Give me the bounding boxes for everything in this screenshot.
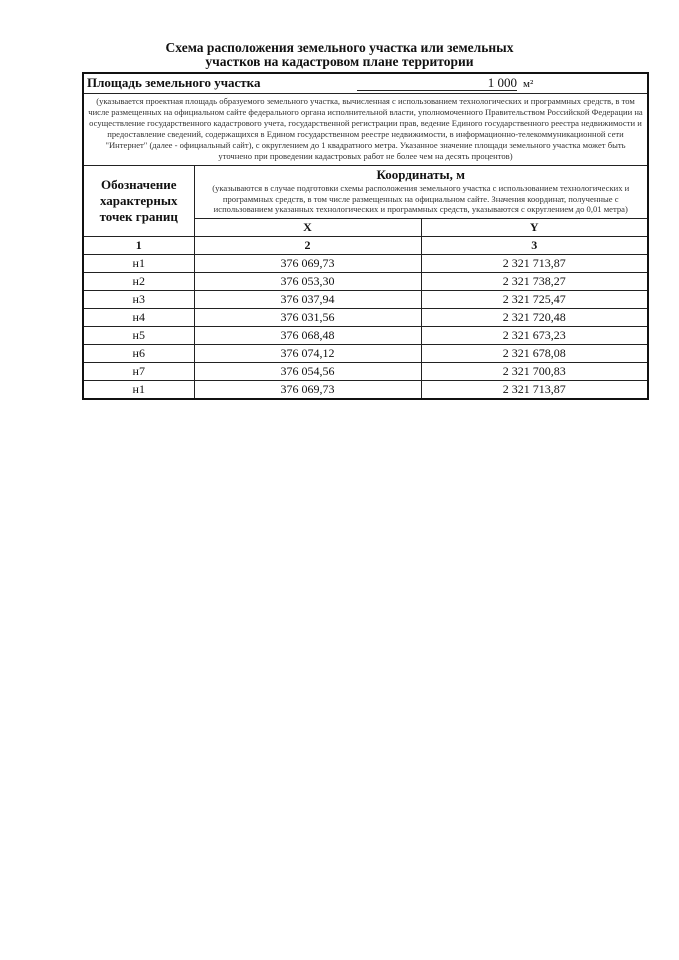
cell-point: н1	[83, 254, 194, 272]
cell-point: н7	[83, 362, 194, 380]
cell-y: 2 321 673,23	[421, 326, 648, 344]
cell-y: 2 321 725,47	[421, 290, 648, 308]
cell-point: н3	[83, 290, 194, 308]
cell-x: 376 069,73	[194, 254, 421, 272]
document-title-line2: участков на кадастровом плане территории	[205, 54, 474, 69]
cell-x: 376 053,30	[194, 272, 421, 290]
cell-x: 376 054,56	[194, 362, 421, 380]
area-note: (указывается проектная площадь образуемого земельного участка, вычисленная с использованием технологических и программных средств, в том числе размещенных на официальном сайте федерального органа исполнительной власти, уполномоченного Правительством Российской Федерации на осуществление государственного кадастрового учета, государственной регистрации прав, ведение Единого государственного реестра недвижимости и предоставление сведений, содержащихся в Едином государственном реестре недвижимости, в информационно-телекоммуникационной сети "Интернет" (далее - официальный сайт), с округлением до 1 квадратного метра. Указанное значение площади земельного участка может быть уточнено при проведении кадастровых работ не более чем на десять процентов)	[83, 94, 648, 166]
area-unit: м²	[523, 78, 534, 90]
area-value: 1 000	[357, 76, 517, 91]
cell-y: 2 321 738,27	[421, 272, 648, 290]
document-title-line1: Схема расположения земельного участка или земельных	[165, 40, 514, 55]
cell-x: 376 074,12	[194, 344, 421, 362]
cell-y: 2 321 713,87	[421, 254, 648, 272]
area-cell	[83, 73, 648, 94]
coordinates-header: Координаты, м	[376, 167, 465, 182]
cell-x: 376 068,48	[194, 326, 421, 344]
table-row	[83, 380, 648, 399]
cell-y: 2 321 720,48	[421, 308, 648, 326]
coordinates-header-cell	[194, 166, 648, 219]
cell-y: 2 321 700,83	[421, 362, 648, 380]
table-row	[83, 344, 648, 362]
table-row	[83, 254, 648, 272]
table-row	[83, 290, 648, 308]
table-row	[83, 308, 648, 326]
cell-x: 376 069,73	[194, 380, 421, 399]
cell-point: н5	[83, 326, 194, 344]
table-row	[83, 362, 648, 380]
column-number: 3	[421, 236, 648, 254]
cell-x: 376 037,94	[194, 290, 421, 308]
point-designation-header: Обозначение характерных точек границ	[83, 166, 194, 237]
area-label: Площадь земельного участка	[87, 75, 261, 90]
x-header: X	[194, 218, 421, 236]
cell-point: н4	[83, 308, 194, 326]
cell-point: н2	[83, 272, 194, 290]
cell-x: 376 031,56	[194, 308, 421, 326]
y-header: Y	[421, 218, 648, 236]
column-number: 2	[194, 236, 421, 254]
table-row	[83, 326, 648, 344]
column-number: 1	[83, 236, 194, 254]
cell-point: н1	[83, 380, 194, 399]
table-row	[83, 272, 648, 290]
cell-y: 2 321 678,08	[421, 344, 648, 362]
coordinates-note: (указываются в случае подготовки схемы расположения земельного участка с использованием технологических и программных средств, в том числе размещенных на официальном сайте. Значения координат, полученные с использованием указанных технологических и программных средств, указываются с округлением до 0,01 метра)	[212, 183, 630, 214]
cell-point: н6	[83, 344, 194, 362]
cell-y: 2 321 713,87	[421, 380, 648, 399]
coordinates-table	[82, 72, 649, 400]
